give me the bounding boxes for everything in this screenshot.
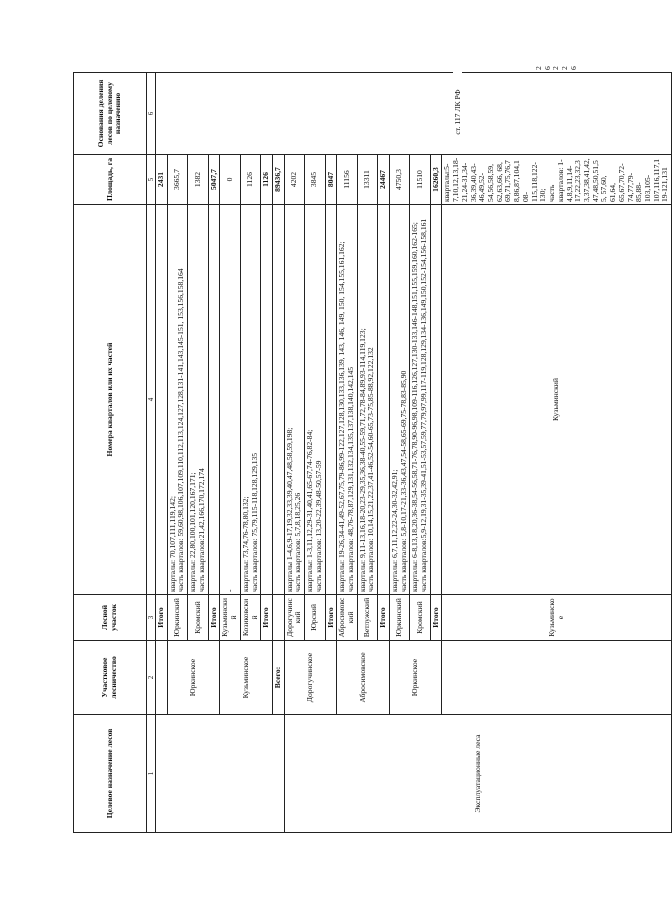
basis-cell [155,72,671,154]
header-basis: Основания деления лесов по целевому назначению [73,72,146,154]
table-row [284,72,304,832]
district-cell: Кузьминское [441,594,671,640]
header-area: Площадь, га [73,154,146,204]
quarters-cell [377,204,389,594]
quarters-full: кварталы: 1-3,11,12,29-31,40,41,65-67,74-76,82-84; [304,429,314,592]
section-cell: Дорогучинский [284,594,304,640]
column-number: 4 [146,204,155,594]
basis-note: ст. 117 ЛК РФ [453,72,462,152]
quarters-full: кварталы: 9,11-13,16,18-20,23-29,35,36,38-40,55-59,71,72,78-84,89,93-114,119,123; [357,327,367,592]
quarters-cell [430,204,442,594]
quarters-partial: часть кварталов: 1-4,8,9,11,14-17,22,23,32,33,37,38,41,42,47,48,50,51,55, 57,60, 61,64, 65,67,70,72-74,77,79-85,88-103,105-107,116,117,119-121,131 [546,157,669,202]
area-cell: 11510 [409,154,429,204]
quarters-partial: часть кварталов: 59,60,98,106,107,109,110,112,113,124,127,128,131-141,143,145-151, 153,156,158,164 [175,267,185,592]
quarters-partial: часть кварталов: 48,76-78,87,129,131,132,134,135,137,138,140,142,145 [345,366,355,592]
section-cell: Кромский [187,594,207,640]
quarters-cell [284,204,304,594]
column-number-row [146,72,155,832]
quarters-cell [325,204,337,594]
quarters-partial: часть кварталов:5,9-12,19,31-35,39-41,51-53,57,59,77,79,97,99,117-119,128,129,134-136,149,150,152-154,156-158,161 [418,218,428,592]
subtotal-label: Итого [260,594,272,640]
table-row: Кузьминское Кузьминский кварталы:5-7,10,12,13,18-21,24-31,34-36,39,40,43-46,49,52-54,56,58,59, 62,63,66, 68, 69,71,75,76,78,86,87,104,108-115,118,122-130; часть кварталов: 1-4,8,9,11,14-17,22,23,32,33,37,38,41,42,47,48,50,51,55, 57,60, 61,64, 65,67,70,72-74,77,79-85,88-103,105-107,116,117,119-121,131 26226 [441,72,671,832]
quarters-cell [208,204,220,594]
area-cell: 16260,3 [430,154,442,204]
section-cell: Кузьминский [441,204,671,594]
area-cell: 1382 [187,154,207,204]
table-header-row [73,72,146,832]
column-number: 5 [146,154,155,204]
section-cell: Юрский [304,594,324,640]
area-cell: 8047 [325,154,337,204]
section-cell: Ветлужский [357,594,377,640]
column-number: 6 [146,72,155,154]
area-cell: 4202 [284,154,304,204]
district-cell: Абросимовское [336,640,389,714]
section-cell: Абросимовский [336,594,356,640]
section-cell: Юркинский [389,594,409,640]
grand-total-label: Всего: [272,640,284,714]
subtotal-label: Итого [430,594,442,640]
section-cell: Козиковский [240,594,260,640]
area-cell: 1126 [240,154,260,204]
district-cell: Кузьминское [219,640,272,714]
area-cell: 2431 [155,154,167,204]
header-purpose: Целевое назначение лесов [73,714,146,832]
section-cell: Кромский [409,594,429,640]
quarters-cell [240,204,260,594]
subtotal-label: Итого [377,594,389,640]
quarters-cell: - [219,204,239,594]
quarters-full: кварталы: 22,80,100,101,120,167,171; [187,471,197,592]
quarters-full: кварталы: 73,74,76-78,80,132; [240,495,250,592]
quarters-partial: часть кварталов: 13,20-22,39,48-50,57-59 [313,460,323,592]
area-cell: 4750,3 [389,154,409,204]
quarters-partial: часть кварталов: 5,8-10,17-21,33-36,43,47,54-58,65-69,75-78,83-85,90 [398,370,408,592]
quarters-partial: часть кварталов: 10,14,15,21,22,37,41-46,52-54,60-65,73-75,85-88,92,122,132 [365,346,375,592]
quarters-cell [187,204,207,594]
quarters-cell [155,204,167,594]
purpose-cell-empty [155,714,284,832]
header-section: Лесной участок [73,594,146,640]
area-cell: 3665,7 [167,154,187,204]
column-number: 1 [146,714,155,832]
subtotal-label: Итого [208,594,220,640]
quarters-cell [357,204,377,594]
quarters-cell [167,204,187,594]
table-row [155,72,167,832]
quarters-cell [260,204,272,594]
rotated-page [73,65,669,833]
area-cell: 24467 [377,154,389,204]
quarters-partial: часть кварталов: 5,7,8,18,25,26 [292,492,302,592]
district-cell: Юркинское [389,640,442,714]
header-district: Участковое лесничество [73,640,146,714]
section-cell: Юркинский [167,594,187,640]
purpose-cell-empty [441,640,671,714]
quarters-partial: часть кварталов:21,42,166,170,172,174 [196,467,206,592]
area-cell: 0 [219,154,239,204]
quarters-full: кварталы: 19-26,34-41,49-52,67,75,79-86,99-122,127,128,130,133,136,139, 143, 146, 149, 150, 154,155,161,162; [336,240,346,592]
quarters-full: кварталы: 70,107,111,119,142; [167,495,177,592]
header-quarters: Номера кварталов или их частей [73,204,146,594]
quarters-cell [336,204,356,594]
column-number: 3 [146,594,155,640]
quarters-cell [389,204,409,594]
area-cell: 1126 [260,154,272,204]
purpose-cell: Эксплуатационные леса [284,714,671,832]
section-cell: Кузьминский [219,594,239,640]
quarters-cell [441,154,671,204]
district-cell [155,640,167,714]
subtotal-label: Итого [155,594,167,640]
quarters-cell [272,204,284,594]
area-cell: 11156 [336,154,356,204]
area-cell: 89436,7 [272,154,284,204]
quarters-full: кварталы:5-7,10,12,13,18-21,24-31,34-36,39,40,43-46,49,52-54,56,58,59, 62,63,66, 68, 69,71,75,76,78,86,87,104,108-115,118,122-130; [441,157,547,202]
district-cell: Дорогучинское [284,640,337,714]
area-cell: 5047,7 [208,154,220,204]
quarters-full: кварталы: 6,7,11,12,22-24,30-32,42,91; [389,468,399,592]
section-cell [272,594,284,640]
column-number: 2 [146,640,155,714]
area-cell: 3845 [304,154,324,204]
area-cell: 13311 [357,154,377,204]
district-cell: Юркинское [167,640,220,714]
quarters-partial: часть кварталов: 75,79,115-118,128,129,135 [249,452,259,592]
quarters-full: кварталы: 6-8,13,18,20,36-38,54-56,58,71-76,78,90-96,98,109-116,126,127,130-133,146-148,151,155,159,160,162-165; [409,221,419,592]
subtotal-label: Итого [325,594,337,640]
quarters-cell [409,204,429,594]
forest-division-table [73,65,672,833]
quarters-full: кварталы 1-4,6,9-17,19,32,33,39,40,47,48,58,59,198; [284,427,294,592]
quarters-cell [304,204,324,594]
